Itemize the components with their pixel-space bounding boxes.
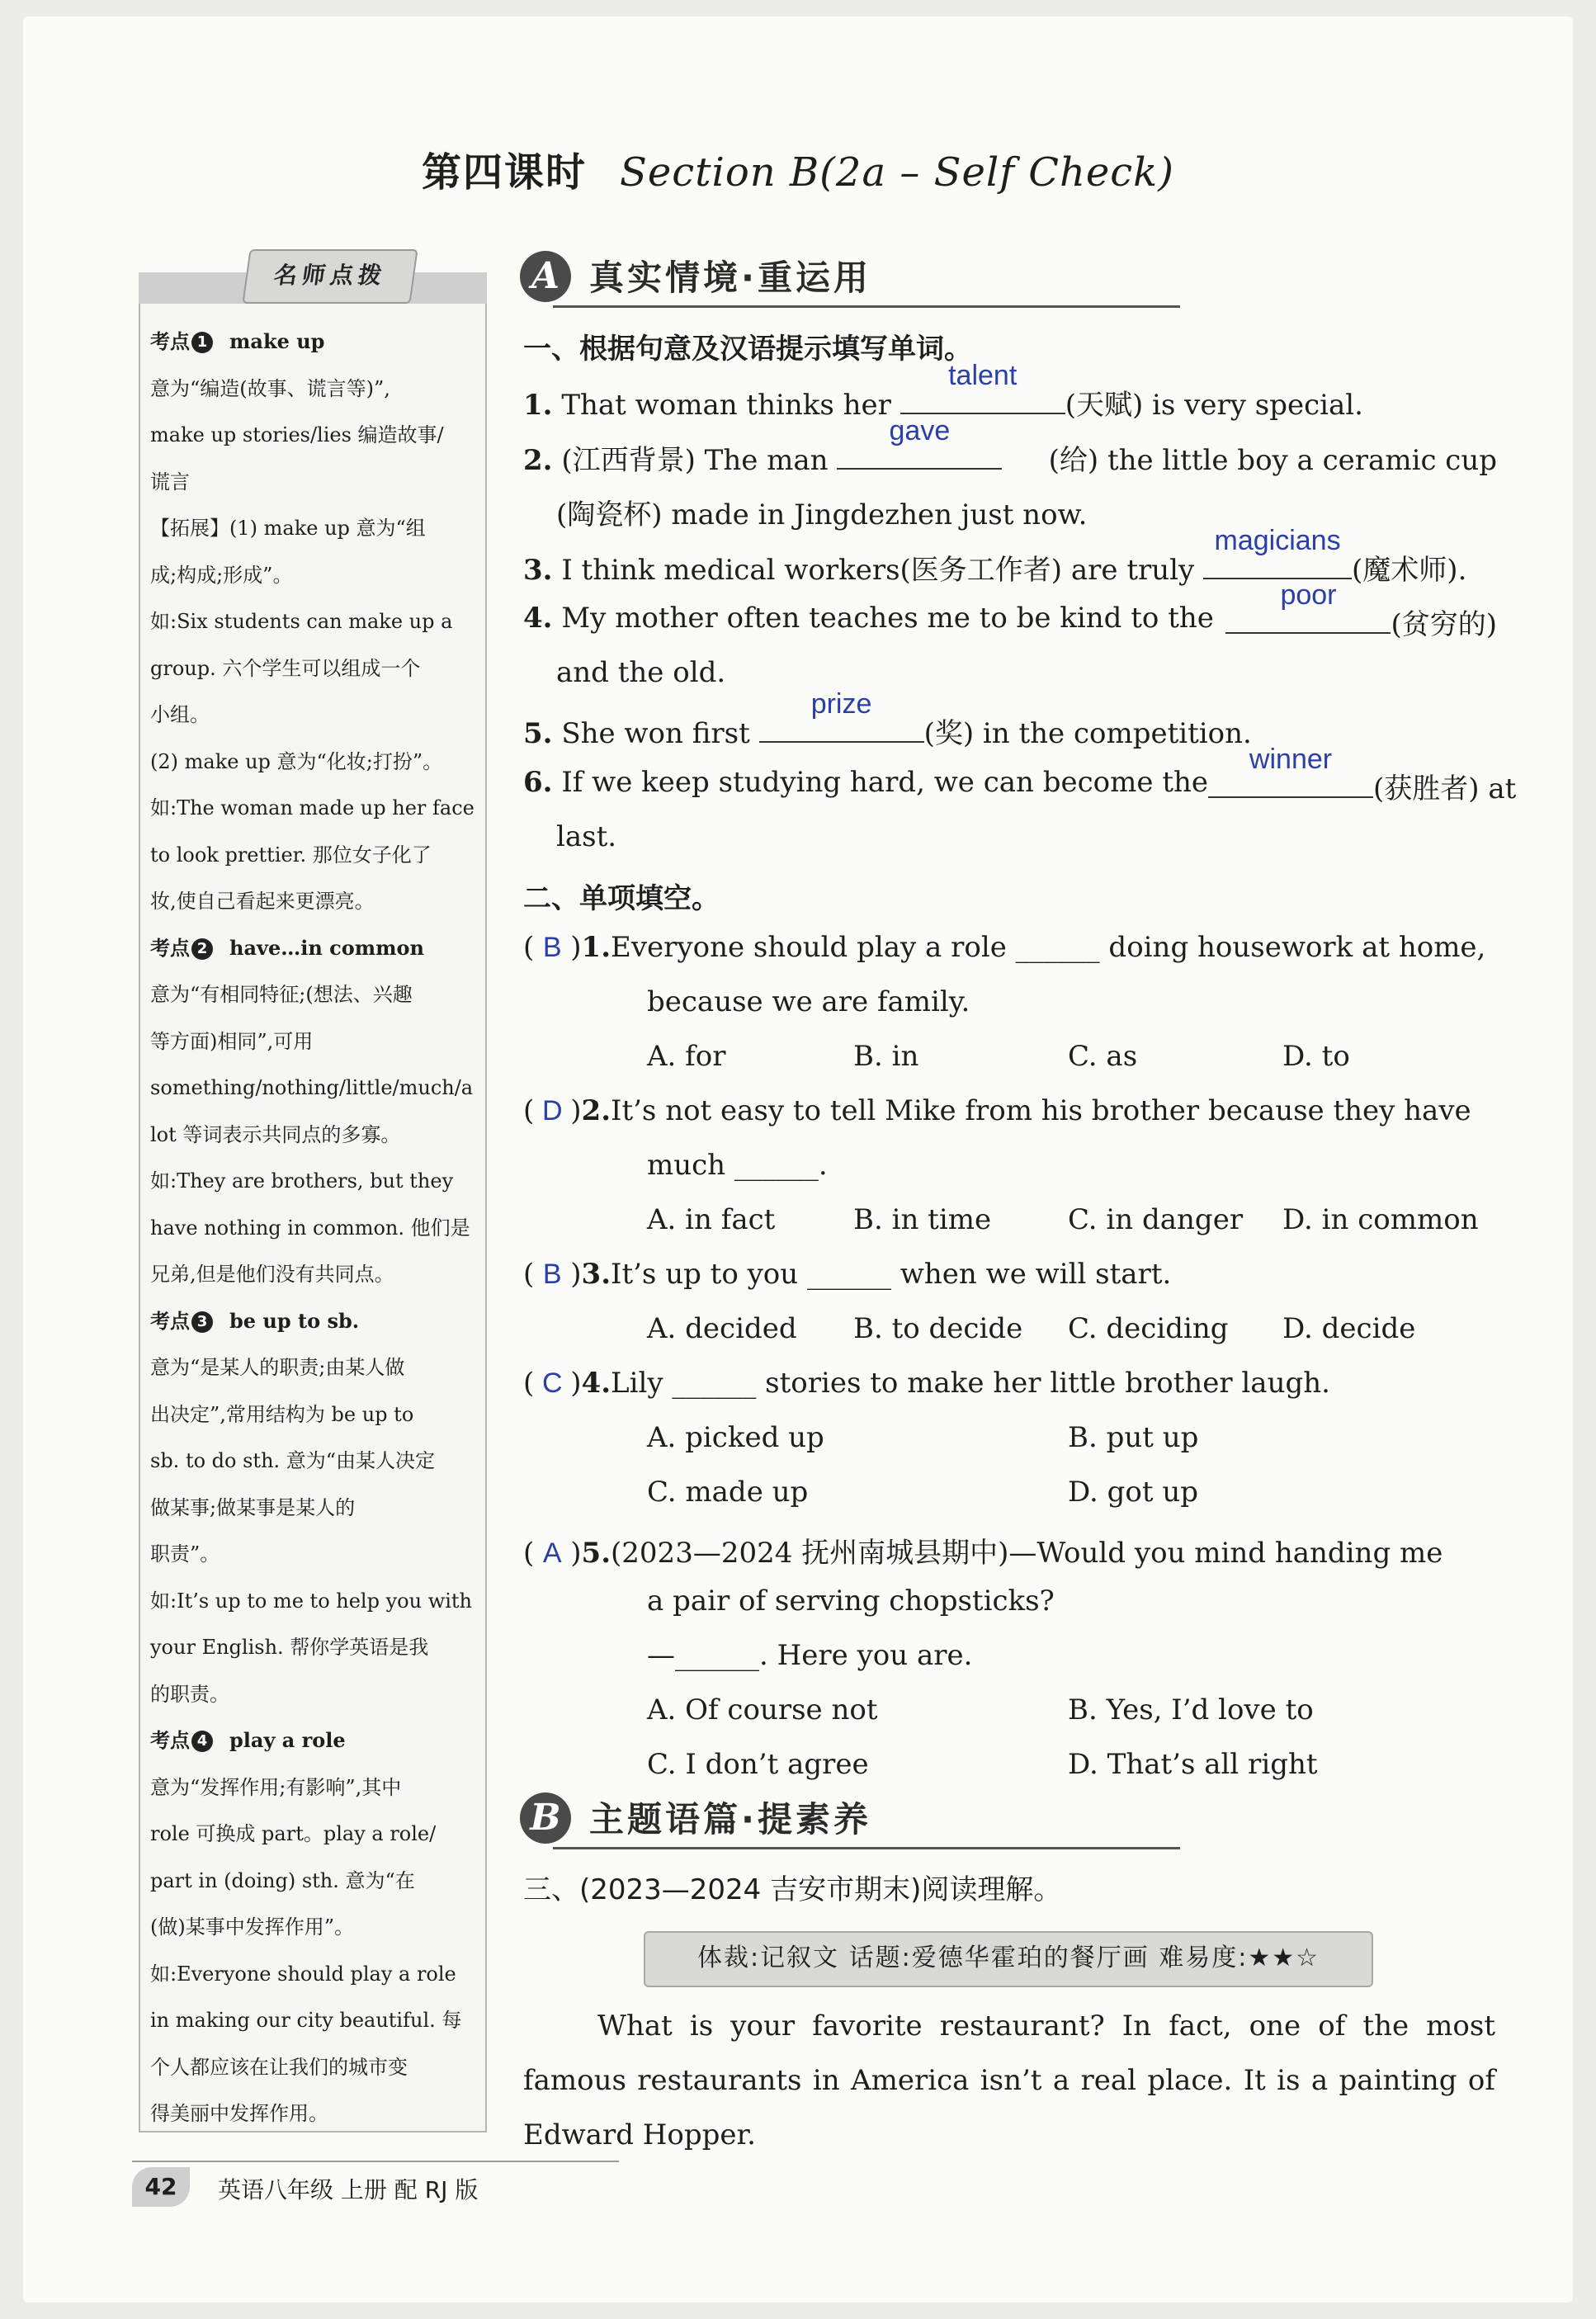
genre-banner: 体裁:记叙文 话题:爱德华霍珀的餐厅画 难易度:★★☆ — [644, 1931, 1373, 1987]
kp1-line: 如:The woman made up her face — [150, 796, 475, 819]
fill-question-2-cont: (陶瓷杯) made in Jingdezhen just now. — [556, 498, 1088, 531]
option[interactable]: A. for — [647, 1040, 726, 1073]
kp1-line: 【拓展】(1) make up 意为“组 — [150, 517, 426, 540]
key-point-2: 考点 2 have…in common — [150, 935, 425, 960]
footer-rule — [132, 2161, 619, 2162]
option[interactable]: B. put up — [1068, 1421, 1199, 1454]
kp4-line: part in (doing) sth. 意为“在 — [150, 1868, 415, 1892]
number-badge-icon: 1 — [191, 332, 213, 353]
mc-question-1-cont: because we are family. — [647, 985, 970, 1018]
kp4-line: 个人都应该在让我们的城市变 — [150, 2055, 408, 2079]
kp3-line: 出决定”,常用结构为 be up to — [150, 1402, 414, 1426]
choice-answer[interactable]: B — [542, 932, 562, 963]
kp3-line: your English. 帮你学英语是我 — [150, 1636, 429, 1659]
number-badge-icon: 2 — [191, 938, 213, 960]
kp4-line: in making our city beautiful. 每 — [150, 2009, 462, 2032]
mc-options-3 — [647, 1312, 1497, 1362]
kp1-line: 如:Six students can make up a — [150, 610, 453, 633]
option[interactable]: D. That’s all right — [1068, 1748, 1318, 1781]
option[interactable]: D. in common — [1282, 1203, 1479, 1236]
kp4-line: 如:Everyone should play a role — [150, 1962, 456, 1986]
answer-blank[interactable] — [837, 415, 1002, 470]
kp4-line: 得美丽中发挥作用。 — [150, 2102, 328, 2125]
section-a-header — [520, 248, 1164, 307]
mc-question-5: ( A )5.(2023—2024 抚州南城县期中)—Would you mind handing me — [523, 1537, 1443, 1570]
kp2-line: 等方面)相同”,可用 — [150, 1029, 314, 1053]
handwritten-answer: gave — [889, 415, 951, 446]
option[interactable]: D. decide — [1282, 1312, 1416, 1345]
answer-blank[interactable] — [1225, 579, 1391, 634]
option[interactable]: D. to — [1282, 1040, 1350, 1073]
kp1-line: 谎言 — [150, 470, 190, 494]
kp3-line: sb. to do sth. 意为“由某人决定 — [150, 1449, 436, 1472]
kp1-line: 妆,使自己看起来更漂亮。 — [150, 890, 375, 913]
option[interactable]: D. got up — [1068, 1476, 1199, 1509]
number-badge-icon: 4 — [191, 1731, 213, 1752]
option[interactable]: B. Yes, I’d love to — [1068, 1693, 1314, 1726]
kp2-line: 兄弟,但是他们没有共同点。 — [150, 1263, 394, 1286]
answer-blank[interactable] — [1203, 525, 1352, 579]
kp3-line: 的职责。 — [150, 1682, 229, 1706]
choice-answer[interactable]: C — [541, 1367, 563, 1399]
kp4-line: 意为“发挥作用;有影响”,其中 — [150, 1775, 402, 1799]
mc-options-1 — [647, 1040, 1497, 1089]
fill-question-6: 6. If we keep studying hard, we can become the winner (获胜者) at — [523, 744, 1517, 805]
fill-question-2: 2. (江西背景) The man gave (给) the little boy a ceramic cup — [523, 415, 1497, 477]
mc-question-4: ( C )4.Lily ______ stories to make her little brother laugh. — [523, 1367, 1330, 1400]
option[interactable]: B. in time — [853, 1203, 992, 1236]
option[interactable]: C. deciding — [1068, 1312, 1229, 1345]
kp3-line: 如:It’s up to me to help you with — [150, 1589, 473, 1613]
fill-question-1: 1. That woman thinks her talent (天赋) is very special. — [523, 360, 1363, 422]
kp2-line: have nothing in common. 他们是 — [150, 1216, 470, 1240]
mc-question-2: ( D )2.It’s not easy to tell Mike from his brother because they have — [523, 1094, 1471, 1127]
option[interactable]: A. picked up — [647, 1421, 824, 1454]
kp4-line: role 可换成 part。play a role/ — [150, 1822, 437, 1845]
kp1-line: 小组。 — [150, 703, 210, 726]
section-b-header — [520, 1789, 1164, 1849]
kp1-line: 成;构成;形成”。 — [150, 563, 293, 587]
page-number: 42 — [132, 2167, 190, 2207]
lesson-title — [0, 140, 1596, 197]
option[interactable]: B. to decide — [853, 1312, 1023, 1345]
kp1-line: make up stories/lies 编造故事/ — [150, 423, 444, 446]
choice-answer[interactable]: A — [542, 1537, 562, 1569]
handwritten-answer: poor — [1280, 579, 1337, 611]
part1-heading: 一、根据句意及汉语提示填写单词。 — [523, 333, 972, 366]
kp3-line: 做某事;做某事是某人的 — [150, 1495, 356, 1519]
section-a-badge-icon: A — [520, 251, 571, 302]
lesson-title-cn: 第四课时 — [422, 149, 588, 196]
mc-options-2 — [647, 1203, 1497, 1253]
handwritten-answer: prize — [810, 688, 872, 720]
key-point-1: 考点 1 make up — [150, 329, 325, 353]
key-point-3: 考点 3 be up to sb. — [150, 1308, 360, 1333]
section-a-label: 真实情境·重运用 — [589, 257, 871, 298]
mc-question-1: ( B )1.Everyone should play a role ______ doing housework at home, — [523, 931, 1486, 964]
option[interactable]: B. in — [853, 1040, 919, 1073]
kp2-line: 意为“有相同特征;(想法、兴趣 — [150, 983, 413, 1006]
option[interactable]: A. in fact — [647, 1203, 776, 1236]
fill-question-4-cont: and the old. — [556, 656, 726, 689]
kp3-line: 职责”。 — [150, 1542, 220, 1566]
sidebar-header: 名师点拨 — [242, 249, 418, 304]
fill-question-6-cont: last. — [556, 820, 617, 853]
option[interactable]: C. in danger — [1068, 1203, 1244, 1236]
number-badge-icon: 3 — [191, 1311, 213, 1333]
mc-options-4b — [647, 1476, 1497, 1525]
option[interactable]: A. Of course not — [647, 1693, 878, 1726]
answer-blank[interactable] — [759, 688, 924, 743]
mc-question-2-cont: much ______. — [647, 1149, 828, 1182]
fill-question-5: 5. She won first prize (奖) in the competition. — [523, 688, 1252, 750]
teacher-tips-sidebar — [139, 262, 487, 2132]
sidebar-header-bar — [139, 262, 487, 304]
choice-answer[interactable]: B — [542, 1259, 562, 1290]
fill-question-4: 4. My mother often teaches me to be kind to the poor (贫穷的) — [523, 579, 1497, 641]
handwritten-answer: magicians — [1214, 525, 1341, 556]
answer-blank[interactable] — [900, 360, 1065, 414]
handwritten-answer: talent — [948, 360, 1018, 391]
kp1-line: to look prettier. 那位女子化了 — [150, 843, 432, 867]
kp2-line: something/nothing/little/much/a — [150, 1076, 474, 1099]
kp3-line: 意为“是某人的职责;由某人做 — [150, 1356, 405, 1379]
kp1-line: (2) make up 意为“化妆;打扮”。 — [150, 749, 443, 773]
book-info: 英语八年级 上册 配 RJ 版 — [218, 2176, 479, 2203]
divider — [553, 1847, 1180, 1849]
kp2-line: lot 等词表示共同点的多寡。 — [150, 1122, 401, 1146]
option[interactable]: C. I don’t agree — [647, 1748, 869, 1781]
option[interactable]: C. made up — [647, 1476, 809, 1509]
option[interactable]: A. decided — [647, 1312, 797, 1345]
fill-question-3: 3. I think medical workers(医务工作者) are truly magicians (魔术师). — [523, 525, 1467, 587]
mc-question-5-cont: —______. Here you are. — [647, 1639, 973, 1672]
kp1-line: group. 六个学生可以组成一个 — [150, 656, 421, 680]
part2-heading: 二、单项填空。 — [523, 882, 720, 915]
part3-heading: 三、(2023—2024 吉安市期末)阅读理解。 — [523, 1873, 1062, 1906]
divider — [553, 305, 1180, 308]
answer-blank[interactable] — [1208, 744, 1373, 798]
sidebar-body — [150, 319, 477, 2137]
section-b-badge-icon: B — [520, 1792, 571, 1844]
kp4-line: (做)某事中发挥作用”。 — [150, 1915, 354, 1939]
mc-question-5-cont: a pair of serving chopsticks? — [647, 1585, 1055, 1618]
key-point-4: 考点 4 play a role — [150, 1728, 346, 1752]
mc-question-3: ( B )3.It’s up to you ______ when we will start. — [523, 1258, 1172, 1291]
kp2-line: 如:They are brothers, but they — [150, 1169, 454, 1193]
section-b-label: 主题语篇·提素养 — [589, 1799, 871, 1840]
reading-passage: What is your favorite restaurant? In fact, one of the most famous restaurants in America isn’t a real place. It is a painting of Edward Hopper. — [523, 2010, 1495, 2151]
mc-options-5a — [647, 1693, 1497, 1743]
handwritten-answer: winner — [1249, 744, 1333, 775]
kp1-line: 意为“编造(故事、谎言等)”, — [150, 376, 390, 400]
mc-options-4a — [647, 1421, 1497, 1471]
option[interactable]: C. as — [1068, 1040, 1138, 1073]
choice-answer[interactable]: D — [541, 1095, 563, 1126]
lesson-title-en: Section B(2a – Self Check) — [620, 149, 1174, 196]
